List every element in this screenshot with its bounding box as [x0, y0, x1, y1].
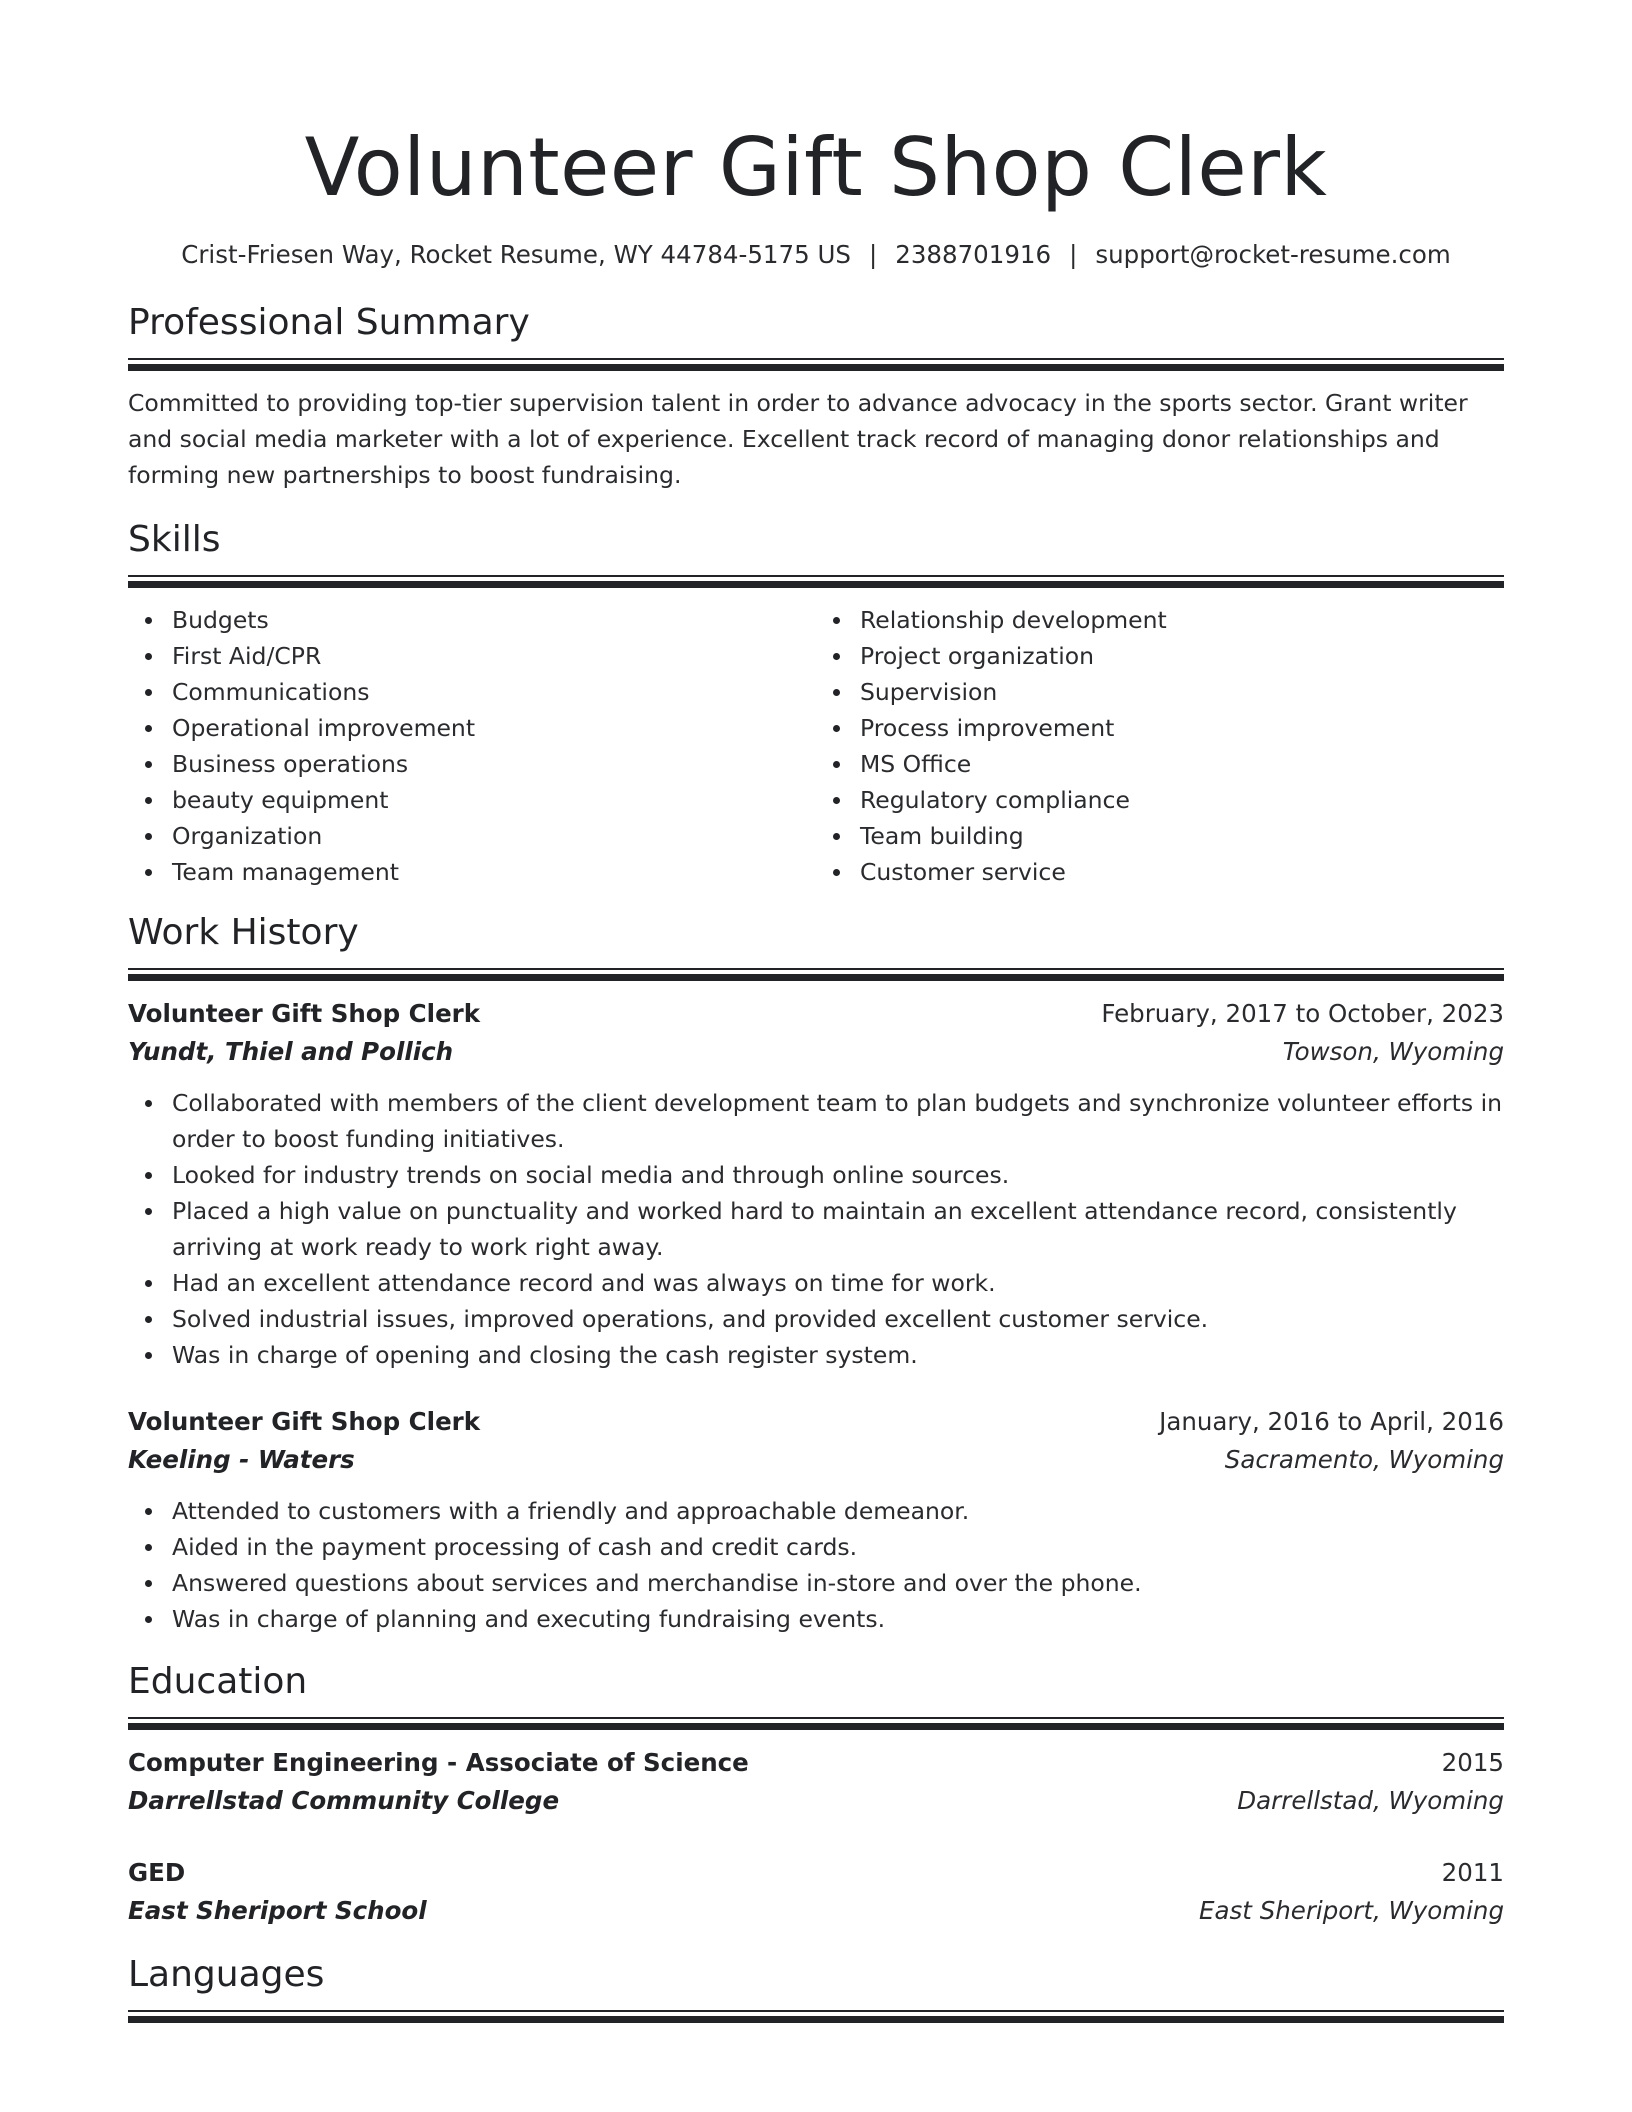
job-company: Yundt, Thiel and Pollich [128, 1037, 454, 1066]
job-sub-row [128, 1441, 1504, 1479]
section-divider [128, 358, 1504, 371]
job-bullet: Looked for industry trends on social media and through online sources. [172, 1157, 1504, 1193]
education-entry [128, 1854, 1504, 1930]
education-location: Darrellstad, Wyoming [1237, 1786, 1504, 1815]
job-bullet: Placed a high value on punctuality and worked hard to maintain an excellent attendance record, consistently arriving at work ready to work right away. [172, 1193, 1504, 1265]
work-section [128, 910, 1504, 1637]
education-year: 2015 [1441, 1748, 1504, 1777]
section-heading-work: Work History [128, 912, 359, 953]
job-bullet: Was in charge of planning and executing fundraising events. [172, 1601, 1504, 1637]
education-degree: Computer Engineering - Associate of Science [128, 1748, 749, 1777]
section-heading-skills: Skills [128, 519, 221, 560]
education-year: 2011 [1441, 1858, 1504, 1887]
section-heading-education: Education [128, 1661, 308, 1702]
skill-item: Supervision [860, 674, 1504, 710]
job-title: Volunteer Gift Shop Clerk [128, 1407, 481, 1436]
education-school: East Sheriport School [128, 1896, 427, 1925]
education-entry [128, 1744, 1504, 1820]
job-bullet: Solved industrial issues, improved operations, and provided excellent customer service. [172, 1301, 1504, 1337]
contact-line [128, 238, 1504, 272]
job-bullet: Answered questions about services and merchandise in-store and over the phone. [172, 1565, 1504, 1601]
section-divider [128, 1717, 1504, 1730]
skills-section [128, 517, 1504, 890]
education-header-row [128, 1854, 1504, 1892]
job-bullets [128, 1493, 1504, 1637]
job-header-row [128, 1403, 1504, 1441]
job-location: Towson, Wyoming [1282, 1037, 1504, 1066]
skill-item: beauty equipment [172, 782, 816, 818]
contact-email: support@rocket-resume.com [1095, 240, 1451, 269]
job-entry [128, 995, 1504, 1373]
job-bullets [128, 1085, 1504, 1373]
languages-section [128, 1952, 1504, 2023]
skill-item: Budgets [172, 602, 816, 638]
skill-item: Organization [172, 818, 816, 854]
job-entry [128, 1403, 1504, 1637]
education-degree: GED [128, 1858, 186, 1887]
job-sub-row [128, 1033, 1504, 1071]
job-bullet: Attended to customers with a friendly and approachable demeanor. [172, 1493, 1504, 1529]
education-sub-row [128, 1782, 1504, 1820]
skill-item: Operational improvement [172, 710, 816, 746]
skills-list-left [128, 602, 816, 890]
skill-item: MS Office [860, 746, 1504, 782]
skill-item: Customer service [860, 854, 1504, 890]
section-divider [128, 2010, 1504, 2023]
section-heading-languages: Languages [128, 1954, 325, 1995]
job-dates: February, 2017 to October, 2023 [1101, 999, 1504, 1028]
skill-item: First Aid/CPR [172, 638, 816, 674]
job-company: Keeling - Waters [128, 1445, 355, 1474]
skill-item: Relationship development [860, 602, 1504, 638]
job-bullet: Was in charge of opening and closing the cash register system. [172, 1337, 1504, 1373]
summary-section [128, 300, 1504, 493]
contact-separator: | [868, 240, 878, 269]
contact-address: Crist-Friesen Way, Rocket Resume, WY 44784-5175 US [181, 240, 851, 269]
skills-grid [128, 602, 1504, 890]
education-section [128, 1659, 1504, 1930]
job-title: Volunteer Gift Shop Clerk [128, 999, 481, 1028]
job-dates: January, 2016 to April, 2016 [1159, 1407, 1504, 1436]
summary-text: Committed to providing top-tier supervision talent in order to advance advocacy in the sports sector. Grant writer and social media marketer with a lot of experience. Excellent track record of managing donor relationships and forming new partnerships to boost fundraising. [128, 389, 1468, 489]
skill-item: Team building [860, 818, 1504, 854]
resume-page [128, 0, 1504, 2023]
section-divider [128, 575, 1504, 588]
education-school: Darrellstad Community College [128, 1786, 560, 1815]
job-bullet: Aided in the payment processing of cash and credit cards. [172, 1529, 1504, 1565]
job-location: Sacramento, Wyoming [1224, 1445, 1504, 1474]
contact-separator: | [1069, 240, 1078, 269]
skill-item: Project organization [860, 638, 1504, 674]
education-header-row [128, 1744, 1504, 1782]
job-bullet: Had an excellent attendance record and was always on time for work. [172, 1265, 1504, 1301]
skill-item: Business operations [172, 746, 816, 782]
skill-item: Communications [172, 674, 816, 710]
skill-item: Regulatory compliance [860, 782, 1504, 818]
resume-title: Volunteer Gift Shop Clerk [304, 121, 1328, 214]
job-header-row [128, 995, 1504, 1033]
section-divider [128, 968, 1504, 981]
skill-item: Process improvement [860, 710, 1504, 746]
skills-list-right [816, 602, 1504, 890]
section-heading-summary: Professional Summary [128, 302, 530, 343]
education-location: East Sheriport, Wyoming [1199, 1896, 1504, 1925]
job-bullet: Collaborated with members of the client development team to plan budgets and synchronize volunteer efforts in order to boost funding initiatives. [172, 1085, 1504, 1157]
education-sub-row [128, 1892, 1504, 1930]
skill-item: Team management [172, 854, 816, 890]
contact-phone: 2388701916 [895, 240, 1052, 269]
